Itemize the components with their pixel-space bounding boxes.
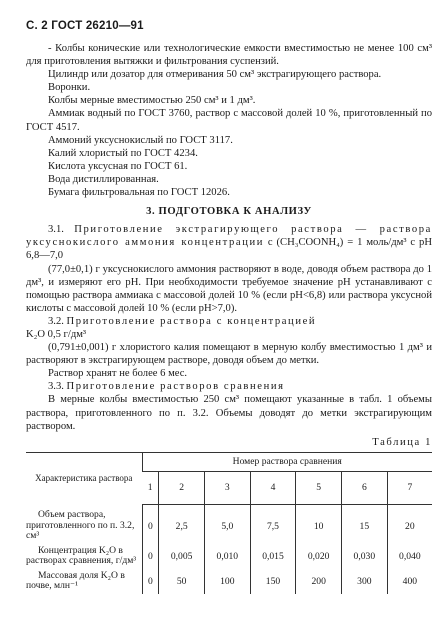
reference-solutions-table (26, 452, 432, 594)
clause-3-2-heading (26, 315, 432, 328)
section-title: 3. ПОДГОТОВКА К АНАЛИЗУ (146, 206, 312, 218)
paragraph-ammonium-acetate: Аммоний уксуснокислый по ГОСТ 3117. (48, 134, 233, 146)
table-column-header: 3 (204, 471, 250, 504)
clause-3-1-formula: c (CH₃COONH₄) = 1 моль/дм³ с pH 6,8—7,0 (26, 237, 432, 262)
clause-3-2-formula: K₂O 0,5 г/дм³ (26, 328, 87, 340)
table-header-characteristic: Характеристика раствора (26, 452, 142, 504)
table-cell: 0,030 (342, 544, 388, 569)
table-cell: 0,020 (296, 544, 342, 569)
paragraph-funnels: Воронки. (48, 82, 91, 94)
paragraph-flasks: - Колбы конические или технологические емкости вместимостью не менее 100 см³ для приготовления вытяжки и фильтрования суспензий. (26, 43, 432, 68)
table-cell: 0,010 (204, 544, 250, 569)
clause-3-1-number: 3.1. (48, 224, 64, 236)
table-column-header: 1 (142, 471, 159, 504)
table-column-header: 4 (250, 471, 296, 504)
paragraph-water: Вода дистиллированная. (48, 173, 159, 185)
table-row-label: Концентрация K₂O в растворах сравнения, г/дм³ (26, 544, 137, 567)
table-row (26, 504, 432, 544)
table-column-header: 6 (342, 471, 388, 504)
paragraph-potassium-chloride: Калий хлористый по ГОСТ 4234. (48, 147, 198, 159)
clause-3-2-storage: Раствор хранят не более 6 мес. (48, 368, 188, 380)
table-cell: 10 (296, 504, 342, 544)
document-body (26, 42, 432, 594)
table-cell: 0 (142, 569, 159, 594)
table-cell: 5,0 (204, 504, 250, 544)
clause-3-1-text: (77,0±0,1) г уксуснокислого аммония растворяют в воде, доводя объем раствора до 1 дм³, и измеряют его pH. При необходимости требуемое значение pH устанавливают с помощью раствора аммиака с массовой долей 10 % (если pH<6,8) или раствора уксусной кислоты с массовой долей 10 % (если pH>7,0). (26, 263, 432, 314)
table-header-group: Номер раствора сравнения (142, 452, 432, 471)
paragraph-acetic-acid: Кислота уксусная по ГОСТ 61. (48, 160, 188, 172)
table-cell: 100 (204, 569, 250, 594)
clause-3-1-heading (26, 223, 432, 262)
table-cell: 50 (159, 569, 205, 594)
table-row-label: Массовая доля K₂O в почве, млн⁻¹ (26, 569, 125, 592)
table-column-header: 2 (159, 471, 205, 504)
table-row-label: Объем раствора, приготовленного по п. 3.2, см³ (26, 509, 135, 542)
clause-3-3-heading (26, 380, 432, 393)
table-column-header: 7 (387, 471, 432, 504)
clause-3-2-text: (0,791±0,001) г хлористого калия помещают в мерную колбу вместимостью 1 дм³ и растворяют в экстрагирующем растворе, доводя объем до метки. (26, 342, 432, 367)
table-cell: 400 (387, 569, 432, 594)
table-cell: 0 (142, 504, 159, 544)
table-cell: 0,005 (159, 544, 205, 569)
paragraph-ammonia: Аммиак водный по ГОСТ 3760, раствор с массовой долей 10 %, приготовленный по ГОСТ 4517. (26, 108, 432, 133)
table-column-header: 5 (296, 471, 342, 504)
table-cell: 20 (387, 504, 432, 544)
table-cell: 15 (342, 504, 388, 544)
table-cell: 7,5 (250, 504, 296, 544)
clause-3-3-number: 3.3. (48, 381, 64, 393)
clause-3-3-title: Приготовление растворов сравнения (66, 381, 285, 393)
paragraph-filter-paper: Бумага фильтровальная по ГОСТ 12026. (48, 187, 230, 199)
table-cell: 0,015 (250, 544, 296, 569)
clause-3-3-text: В мерные колбы вместимостью 250 см³ помещают указанные в табл. 1 объемы раствора, приготовленного по п. 3.2. Объемы доводят до метки экстрагирующим раствором. (26, 394, 432, 432)
table-caption: Таблица 1 (372, 436, 432, 448)
clause-3-2-number: 3.2. (48, 315, 64, 327)
paragraph-volumetric-flasks: Колбы мерные вместимостью 250 см³ и 1 дм³. (48, 95, 256, 107)
clause-3-1-title: Приготовление экстрагирующего раствора — раствора уксуснокислого аммония концентрации (26, 224, 432, 249)
table-cell: 0,040 (387, 544, 432, 569)
table-cell: 2,5 (159, 504, 205, 544)
table-cell: 200 (296, 569, 342, 594)
table-row (26, 544, 432, 569)
table-row (26, 569, 432, 594)
paragraph-cylinder: Цилиндр или дозатор для отмеривания 50 см³ экстрагирующего раствора. (48, 69, 382, 81)
clause-3-2-title: Приготовление раствора с концентрацией (66, 315, 317, 327)
page-header: С. 2 ГОСТ 26210—91 (26, 20, 144, 32)
table-cell: 150 (250, 569, 296, 594)
table-cell: 0 (142, 544, 159, 569)
table-cell: 300 (342, 569, 388, 594)
